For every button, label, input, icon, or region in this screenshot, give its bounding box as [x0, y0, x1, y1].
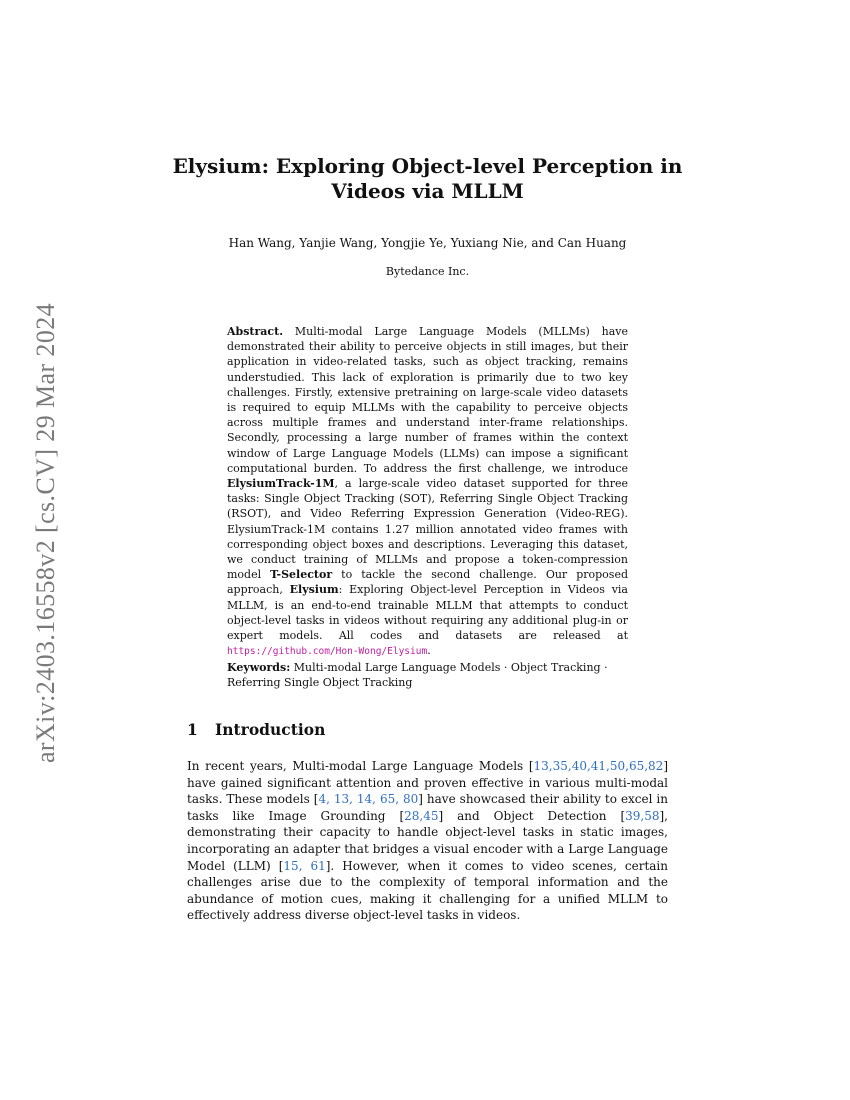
intro-text: ]. However, when it comes to video scenes, certain challenges arise due to the complexity of temporal information and the abundance of motion cues, making it challenging for a unified MLLM to effectively address diverse object-level tasks in videos.: [187, 858, 669, 923]
abstract-label: Abstract.: [227, 325, 284, 338]
abstract-paragraph: [227, 324, 628, 659]
intro-text: ] and Object Detection [: [438, 808, 626, 823]
arxiv-stamp-text: arXiv:2403.16558v2 [cs.CV] 29 Mar 2024: [31, 302, 60, 764]
author-list: Han Wang, Yanjie Wang, Yongjie Ye, Yuxiang Nie, and Can Huang: [228, 236, 627, 250]
abstract-text: : Exploring Object-level Perception in Videos via MLLM, is an end-to-end trainable MLLM that attempts to conduct object-level tasks in videos without requiring any additional plug-in or expert models. All codes and datasets are released at: [227, 583, 628, 643]
abstract-approach-name: Elysium: [289, 583, 339, 597]
abstract-text: .: [427, 644, 431, 658]
keywords: [227, 660, 628, 690]
arxiv-stamp: [22, 288, 70, 778]
keywords-text: Multi-modal Large Language Models · Object Tracking · Referring Single Object Tracking: [227, 661, 608, 690]
intro-text: ] have showcased their ability to excel in tasks like Image Grounding [: [187, 792, 669, 823]
abstract: [227, 324, 628, 659]
citation-link[interactable]: 13,35,40,41,50,65,82: [533, 759, 664, 773]
section-heading-introduction: [187, 720, 325, 740]
abstract-dataset-name: ElysiumTrack-1M: [227, 477, 335, 491]
keywords-paragraph: [227, 660, 628, 690]
abstract-text: , a large-scale video dataset supported for three tasks: Single Object Tracking (SOT), Referring Single Object Tracking (RSOT), and Video Referring Expression Generation (Video-REG). ElysiumTrack-1M contains 1.27 million annotated video frames with corresponding object boxes and descriptions. Leveraging this dataset, we conduct training of MLLMs and propose a token-compression model: [227, 477, 628, 582]
citation-link[interactable]: 39,58: [625, 808, 660, 823]
abstract-text: Multi-modal Large Language Models (MLLMs) have demonstrated their ability to perceive objects in still images, but their application in video-related tasks, such as object tracking, remains understudied. This lack of exploration is primarily due to two key challenges. Firstly, extensive pretraining on large-scale video datasets is required to equip MLLMs with the capability to perceive objects across multiple frames and understand inter-frame relationships. Secondly, processing a large number of frames within the context window of Large Language Models (LLMs) can impose a significant computational burden. To address the first challenge, we introduce: [227, 325, 628, 475]
section-title: Introduction: [215, 720, 326, 739]
introduction-body: [187, 758, 668, 924]
citation-link[interactable]: 4, 13, 14, 65, 80: [318, 792, 419, 807]
abstract-model-name: T-Selector: [270, 568, 333, 582]
keywords-label: Keywords:: [227, 661, 291, 674]
intro-text: ] have gained significant attention and proven effective in various multi-modal tasks. These models [: [187, 759, 668, 807]
abstract-text: to tackle the second challenge. Our proposed approach,: [227, 568, 628, 597]
intro-text: ], demonstrating their capacity to handle object-level tasks in static images, incorporating an adapter that bridges a visual encoder with a Large Language Model (LLM) [: [187, 808, 668, 873]
section-number: 1: [187, 720, 198, 739]
affiliation: Bytedance Inc.: [385, 265, 470, 278]
paper-title: Elysium: Exploring Object-level Perception in Videos via MLLM: [172, 154, 683, 203]
citation-link[interactable]: 15, 61: [283, 858, 326, 873]
citation-link[interactable]: 28,45: [404, 808, 439, 823]
introduction-paragraph: [187, 758, 668, 924]
intro-text: In recent years, Multi-modal Large Language Models [: [187, 759, 534, 773]
github-link[interactable]: https://github.com/Hon-Wong/Elysium: [227, 646, 428, 658]
